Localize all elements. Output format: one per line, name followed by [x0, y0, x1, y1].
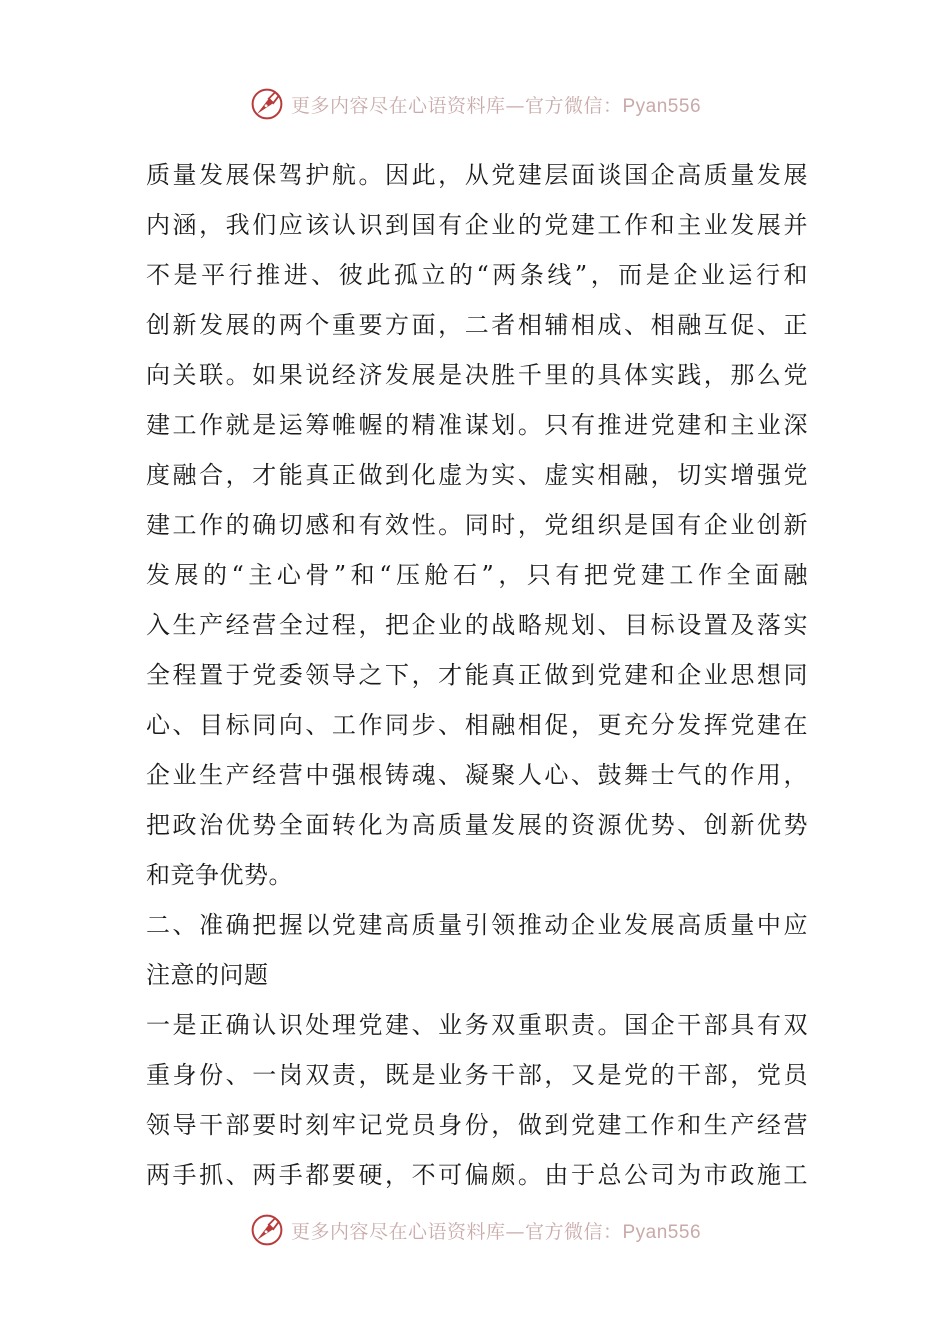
pen-nib-logo-icon [249, 1212, 285, 1248]
footer-watermark [0, 1210, 950, 1250]
text-line: 一是正确认识处理党建、业务双重职责。国企干部具有双 [146, 1011, 808, 1039]
text-line: 全程置于党委领导之下，才能真正做到党建和企业思想同 [146, 661, 808, 689]
text-line: 度融合，才能真正做到化虚为实、虚实相融，切实增强党 [146, 461, 808, 489]
text-line: 领导干部要时刻牢记党员身份，做到党建工作和生产经营 [146, 1111, 808, 1139]
document-body [146, 150, 808, 1200]
text-line: 建工作的确切感和有效性。同时，党组织是国有企业创新 [146, 511, 808, 539]
text-line: 二、准确把握以党建高质量引领推动企业发展高质量中应 [146, 911, 808, 939]
text-line: 质量发展保驾护航。因此，从党建层面谈国企高质量发展 [146, 161, 808, 189]
text-line: 入生产经营全过程，把企业的战略规划、目标设置及落实 [146, 611, 808, 639]
header-watermark [0, 84, 950, 124]
text-line: 把政治优势全面转化为高质量发展的资源优势、创新优势 [146, 811, 808, 839]
text-line: 两手抓、两手都要硬，不可偏颇。由于总公司为市政施工 [146, 1161, 808, 1189]
watermark-text: 更多内容尽在心语资料库—官方微信：Pyan556 [290, 94, 702, 117]
wechat-id: Pyan556 [622, 95, 702, 117]
text-line: 企业生产经营中强根铸魂、凝聚人心、鼓舞士气的作用， [146, 761, 808, 789]
text-line: 注意的问题 [146, 961, 269, 989]
text-line: 内涵，我们应该认识到国有企业的党建工作和主业发展并 [146, 211, 808, 239]
watermark-text: 更多内容尽在心语资料库—官方微信：Pyan556 [290, 1220, 702, 1243]
wechat-id: Pyan556 [622, 1221, 702, 1243]
text-line: 向关联。如果说经济发展是决胜千里的具体实践，那么党 [146, 361, 808, 389]
text-line: 和竞争优势。 [146, 861, 293, 889]
text-line: 心、目标同向、工作同步、相融相促，更充分发挥党建在 [146, 711, 808, 739]
text-line: 不是平行推进、彼此孤立的“两条线”，而是企业运行和 [146, 261, 808, 289]
text-line: 建工作就是运筹帷幄的精准谋划。只有推进党建和主业深 [146, 411, 808, 439]
text-line: 创新发展的两个重要方面，二者相辅相成、相融互促、正 [146, 311, 808, 339]
pen-nib-logo-icon [249, 86, 285, 122]
text-line: 发展的“主心骨”和“压舱石”，只有把党建工作全面融 [146, 561, 808, 589]
text-line: 重身份、一岗双责，既是业务干部，又是党的干部，党员 [146, 1061, 808, 1089]
